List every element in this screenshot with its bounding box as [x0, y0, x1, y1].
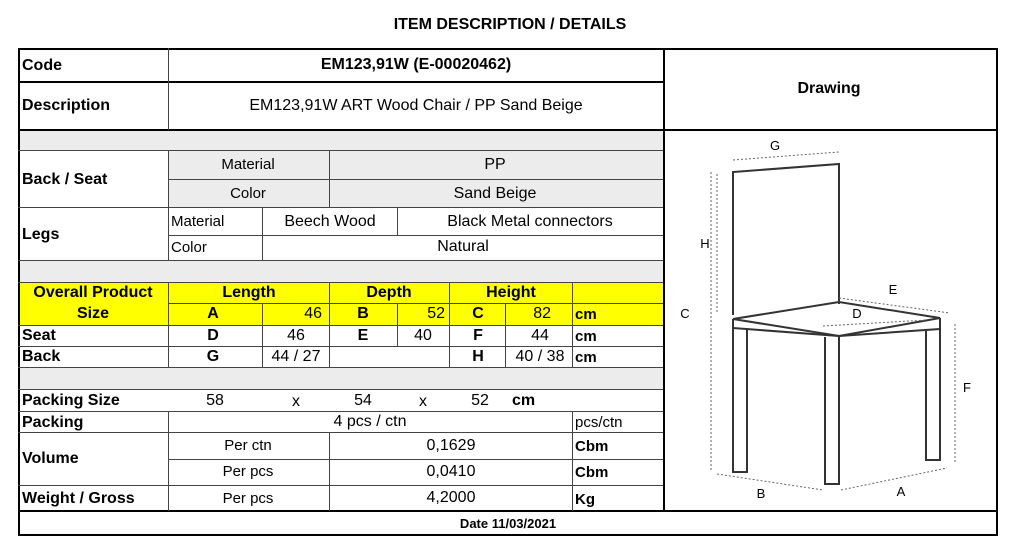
overall-h-val: 82 [533, 305, 551, 322]
document-title: ITEM DESCRIPTION / DETAILS [393, 16, 627, 33]
overall-d-code: B [357, 305, 369, 322]
legs-material-label: Material [171, 213, 225, 230]
overall-label-1: Overall Product [33, 284, 153, 301]
packing-size-h: 52 [471, 392, 489, 409]
packing-unit: pcs/ctn [575, 414, 623, 431]
seat-label: Seat [22, 327, 56, 344]
depth-label: Depth [366, 284, 412, 301]
packing-size-label: Packing Size [22, 392, 120, 409]
drawing-label-h: H [700, 236, 710, 251]
bs-material-label: Material [221, 156, 275, 173]
packing-size-x1: x [292, 393, 300, 410]
length-label: Length [222, 284, 276, 301]
bs-material-value: PP [484, 156, 506, 173]
overall-label-2: Size [76, 305, 110, 322]
description-label: Description [22, 97, 111, 114]
seat-unit: cm [575, 328, 597, 345]
volume-per-ctn-value: 0,1629 [426, 437, 476, 454]
drawing-label-a: A [896, 484, 906, 499]
code-label: Code [22, 57, 62, 74]
drawing-label-f: F [963, 380, 971, 395]
description-value: EM123,91W ART Wood Chair / PP Sand Beige [249, 97, 583, 114]
overall-d-val: 52 [427, 305, 445, 322]
volume-per-pcs-unit: Cbm [575, 464, 609, 481]
packing-size-d: 54 [354, 392, 372, 409]
seat-d-code: E [357, 327, 369, 344]
bs-color-value: Sand Beige [453, 185, 537, 202]
date-label: Date 11/03/2021 [459, 516, 557, 531]
drawing-label-b: B [756, 486, 766, 501]
seat-d-val: 40 [414, 327, 432, 344]
bs-color-label: Color [230, 185, 266, 202]
back-label: Back [22, 348, 61, 365]
volume-per-pcs-value: 0,0410 [426, 463, 476, 480]
drawing-label: Drawing [797, 80, 861, 97]
volume-label: Volume [22, 450, 79, 467]
overall-l-val: 46 [304, 305, 322, 322]
legs-color-label: Color [171, 239, 207, 256]
drawing-label-g: G [769, 138, 781, 153]
volume-per-ctn-unit: Cbm [575, 438, 609, 455]
drawing-label-c: C [680, 306, 690, 321]
weight-unit: Kg [575, 491, 595, 508]
packing-value: 4 pcs / ctn [333, 413, 407, 430]
packing-size-x2: x [419, 393, 427, 410]
back-unit: cm [575, 349, 597, 366]
volume-per-pcs-label: Per pcs [222, 463, 274, 480]
back-h-code: H [472, 348, 484, 365]
weight-value: 4,2000 [426, 489, 476, 506]
legs-material-2: Black Metal connectors [447, 213, 613, 230]
drawing-label-d: D [852, 306, 862, 321]
packing-size-l: 58 [206, 392, 224, 409]
seat-l-code: D [207, 327, 219, 344]
overall-unit: cm [575, 306, 597, 323]
code-value: EM123,91W (E-00020462) [320, 56, 512, 73]
height-label: Height [486, 284, 536, 301]
legs-color-value: Natural [437, 238, 489, 255]
legs-material-1: Beech Wood [284, 213, 376, 230]
chair-drawing [665, 132, 995, 508]
back-l-val: 44 / 27 [271, 348, 321, 365]
seat-h-code: F [473, 327, 483, 344]
drawing-label-e: E [888, 282, 898, 297]
weight-label: Weight / Gross [22, 490, 135, 507]
packing-label: Packing [22, 414, 84, 431]
back-h-val: 40 / 38 [515, 348, 565, 365]
packing-size-unit: cm [512, 392, 536, 409]
volume-per-ctn-label: Per ctn [224, 437, 272, 454]
seat-l-val: 46 [287, 327, 305, 344]
back-l-code: G [206, 348, 220, 365]
seat-h-val: 44 [531, 327, 549, 344]
overall-h-code: C [472, 305, 484, 322]
overall-l-code: A [207, 305, 219, 322]
back-seat-label: Back / Seat [22, 171, 108, 188]
weight-per-label: Per pcs [222, 490, 274, 507]
legs-label: Legs [22, 226, 60, 243]
